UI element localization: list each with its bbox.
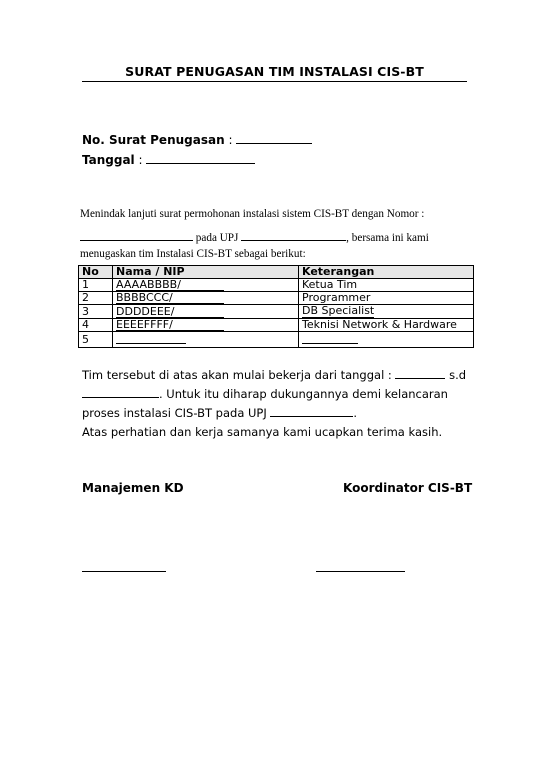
- table-row: [79, 305, 474, 319]
- closing-line-2-end: . Untuk itu diharap dukungannya demi kelancaran: [159, 387, 448, 401]
- closing-line-3-start: proses instalasi CIS-BT pada UPJ: [82, 406, 267, 420]
- closing-line-1: [82, 367, 466, 382]
- cell-nama: [113, 305, 299, 319]
- cell-no: 5: [79, 332, 113, 348]
- table-row: [79, 279, 474, 292]
- intro-line-2-end: , bersama ini kami: [346, 232, 429, 244]
- cell-keterangan-text: [302, 332, 358, 344]
- intro-line-2: [80, 229, 429, 244]
- nomor-permohonan-blank[interactable]: [80, 229, 193, 241]
- cell-no: 2: [79, 292, 113, 305]
- cell-nama: [113, 319, 299, 332]
- tanggal-mulai-blank[interactable]: [395, 367, 445, 379]
- signature-right-line: [316, 571, 405, 572]
- signature-right-label: Koordinator CIS-BT: [343, 481, 473, 495]
- upj-closing-blank[interactable]: [270, 405, 353, 417]
- cell-keterangan-text: Teknisi Network & Hardware: [302, 318, 457, 331]
- cell-no: 1: [79, 279, 113, 292]
- closing-line-3: [82, 405, 357, 420]
- header-no: No: [79, 266, 113, 279]
- tanggal-colon: :: [138, 153, 143, 167]
- title-underline: [82, 81, 467, 82]
- cell-keterangan-text: Ketua Tim: [302, 278, 358, 291]
- signature-left-line: [82, 571, 166, 572]
- tanggal-label: Tanggal: [82, 153, 135, 167]
- cell-keterangan: [299, 292, 474, 305]
- intro-line-3: menugaskan tim Instalasi CIS-BT sebagai berikut:: [80, 248, 306, 260]
- table-row: [79, 292, 474, 305]
- cell-no: 4: [79, 319, 113, 332]
- nomor-surat-row: [82, 132, 312, 147]
- document-title: SURAT PENUGASAN TIM INSTALASI CIS-BT: [125, 64, 424, 79]
- cell-nama: [113, 292, 299, 305]
- tanggal-row: [82, 152, 255, 167]
- upj-blank[interactable]: [241, 229, 346, 241]
- closing-line-4: Atas perhatian dan kerja samanya kami ucapkan terima kasih.: [82, 425, 443, 439]
- cell-nama-text: DDDDEEE/: [116, 306, 224, 318]
- intro-line-2-mid: pada UPJ: [195, 232, 239, 244]
- cell-nama-text: AAAABBBB/: [116, 279, 224, 291]
- cell-nama-text: [116, 332, 186, 344]
- closing-line-1-start: Tim tersebut di atas akan mulai bekerja dari tanggal :: [82, 368, 392, 382]
- closing-line-3-end: .: [353, 406, 358, 420]
- cell-nama: [113, 279, 299, 292]
- header-nama-nip: Nama / NIP: [113, 266, 299, 279]
- closing-line-1-end: s.d: [449, 368, 467, 382]
- nomor-colon: :: [228, 133, 233, 147]
- cell-keterangan-text: Programmer: [302, 291, 371, 304]
- table-header-row: [79, 266, 474, 279]
- cell-keterangan: [299, 332, 474, 348]
- table-row: [79, 319, 474, 332]
- cell-keterangan-text: DB Specialist: [302, 304, 375, 317]
- tanggal-blank[interactable]: [146, 152, 255, 164]
- nomor-surat-blank[interactable]: [236, 132, 312, 144]
- tanggal-selesai-blank[interactable]: [82, 386, 159, 398]
- header-keterangan: Keterangan: [299, 266, 474, 279]
- cell-keterangan: [299, 319, 474, 332]
- cell-no: 3: [79, 305, 113, 319]
- cell-nama: [113, 332, 299, 348]
- cell-nama-text: EEEEFFFF/: [116, 319, 224, 331]
- closing-line-2: [82, 386, 448, 401]
- cell-nama-text: BBBBCCC/: [116, 292, 224, 304]
- cell-keterangan: [299, 305, 474, 319]
- nomor-surat-label: No. Surat Penugasan: [82, 133, 225, 147]
- table-row: [79, 332, 474, 348]
- signature-left-label: Manajemen KD: [82, 481, 184, 495]
- cell-keterangan: [299, 279, 474, 292]
- intro-line-1: Menindak lanjuti surat permohonan instalasi sistem CIS-BT dengan Nomor :: [80, 208, 425, 220]
- team-table: [78, 265, 474, 348]
